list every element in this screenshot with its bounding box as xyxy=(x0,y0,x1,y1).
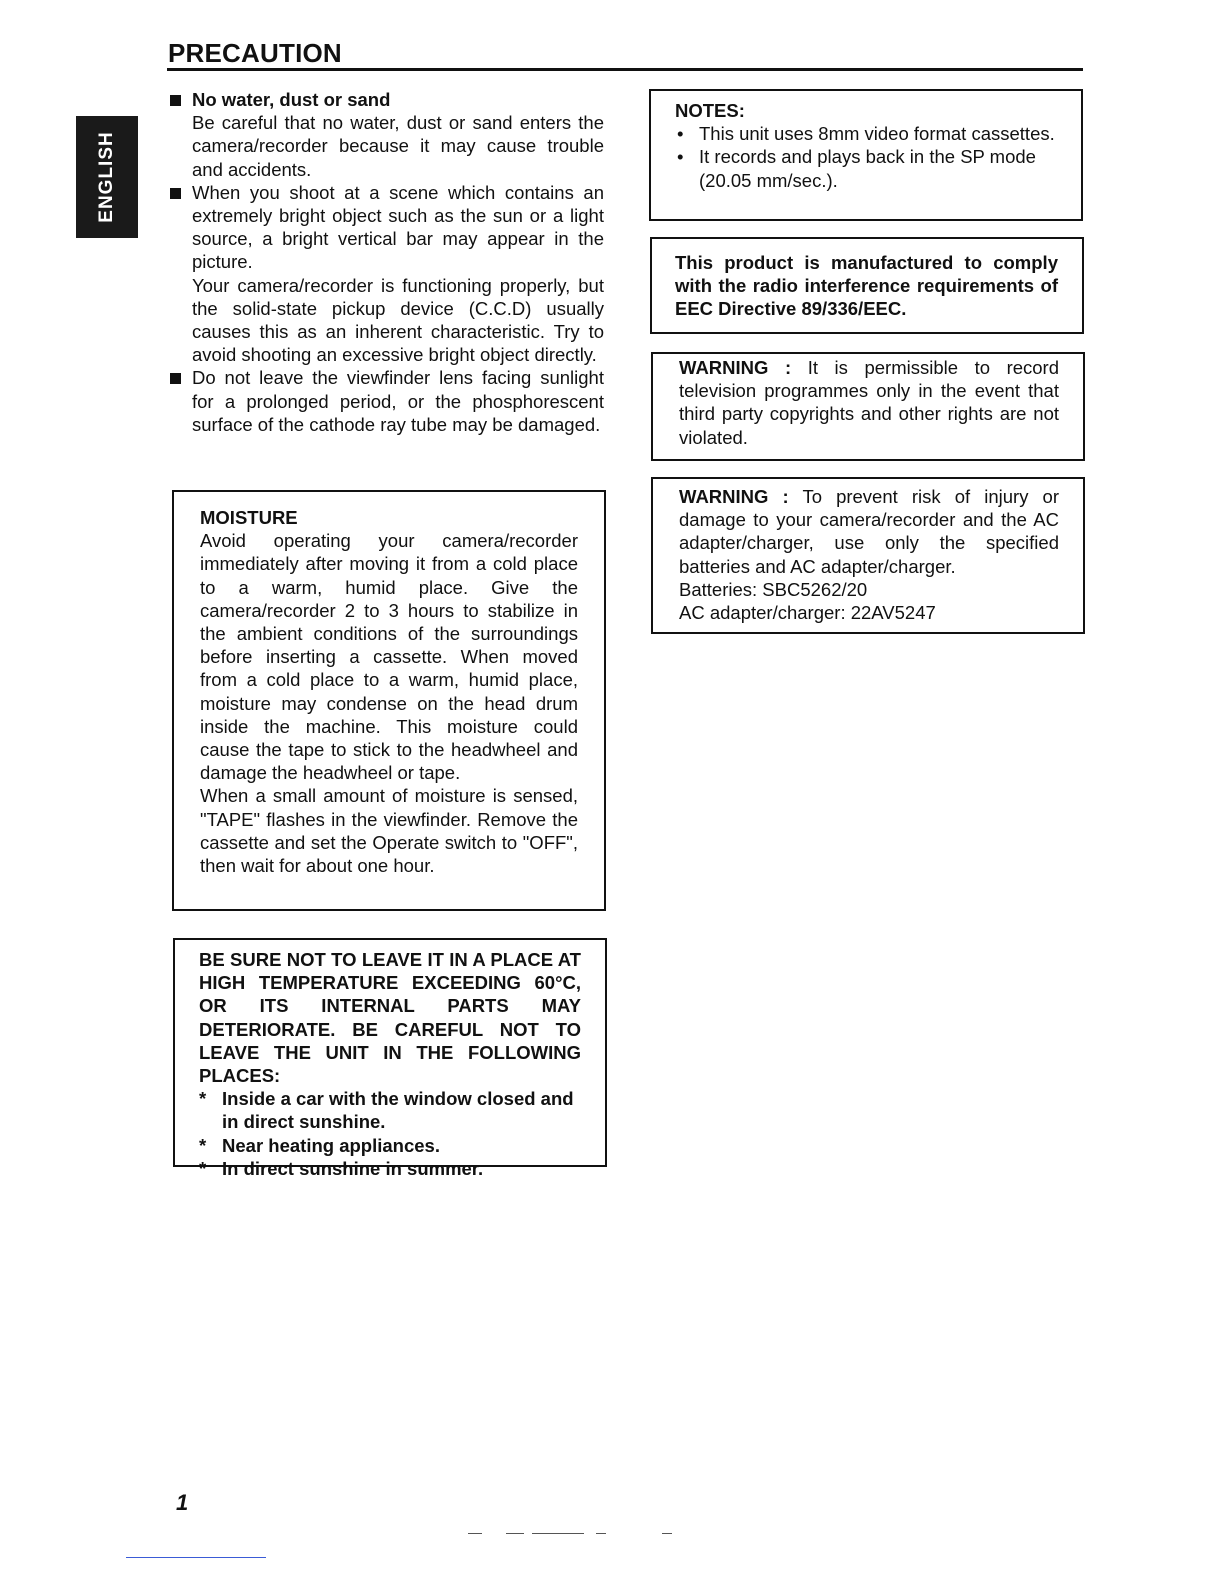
item-paragraph: Do not leave the viewfinder lens facing sunlight for a prolonged period, or the phosphorescent surface of the cathode ray tube may be damaged. xyxy=(192,367,604,435)
moisture-box xyxy=(172,490,606,911)
warning-label: WARNING : xyxy=(679,486,789,507)
adapter-model: AC adapter/charger: 22AV5247 xyxy=(679,602,936,624)
temperature-list-item xyxy=(199,1087,581,1133)
moisture-heading: MOISTURE xyxy=(200,507,298,528)
title-rule xyxy=(167,68,1083,71)
language-tab-label: ENGLISH xyxy=(96,131,117,223)
notes-box xyxy=(649,89,1083,221)
square-bullet-icon xyxy=(170,373,181,384)
page-number: 1 xyxy=(176,1490,189,1515)
precaution-item-bright-object xyxy=(170,181,604,367)
compliance-box xyxy=(650,237,1084,334)
precaution-item-water xyxy=(170,88,604,181)
bottom-rule xyxy=(126,1557,266,1558)
scan-artifact xyxy=(506,1533,524,1534)
warning-paragraph xyxy=(679,485,1059,578)
notes-item xyxy=(675,145,1057,191)
scan-artifact xyxy=(662,1533,672,1534)
compliance-text: This product is manufactured to comply with the radio interference requirements of EEC Directive 89/336/EEC. xyxy=(675,252,1058,320)
moisture-paragraph: When a small amount of moisture is sensed, "TAPE" flashes in the viewfinder. Remove the cassette and set the Operate switch to "OFF", then wait for about one hour. xyxy=(200,785,578,877)
batteries-model: Batteries: SBC5262/20 xyxy=(679,578,868,600)
warning-box-batteries xyxy=(651,477,1085,634)
asterisk-bullet-icon: * xyxy=(199,1157,207,1179)
temperature-warning-box xyxy=(173,938,607,1179)
dot-bullet-icon: • xyxy=(677,123,684,145)
page-title: PRECAUTION xyxy=(168,38,342,68)
scan-artifact xyxy=(532,1533,584,1534)
warning-label: WARNING : xyxy=(679,357,792,378)
item-paragraph: Be careful that no water, dust or sand enters the camera/recorder because it may cause trouble and accidents. xyxy=(192,112,604,180)
precaution-item-viewfinder xyxy=(170,366,604,436)
item-paragraph: Your camera/recorder is functioning properly, but the solid-state pickup device (C.C.D) usually causes this as an inherent characteristic. Try to avoid shooting an excessive bright object directly. xyxy=(192,274,604,366)
asterisk-bullet-icon: * xyxy=(199,1088,207,1110)
notes-heading: NOTES: xyxy=(675,100,745,121)
language-tab xyxy=(76,116,138,238)
temperature-list-item xyxy=(199,1134,581,1157)
temperature-list-text: Inside a car with the window closed and in direct sunshine. xyxy=(222,1088,574,1133)
moisture-paragraph: Avoid operating your camera/recorder immediately after moving it from a cold place to a warm, humid place. Give the camera/recorder 2 to 3 hours to stabilize in the ambient conditions of the surroundings before inserting a cassette. When moved from a cold place to a warm, humid place, moisture may condense on the head drum inside the machine. This moisture could cause the tape to stick to the headwheel and damage the headwheel or tape. xyxy=(200,530,578,784)
dot-bullet-icon: • xyxy=(677,146,684,168)
scan-artifact xyxy=(596,1533,606,1534)
scan-artifact xyxy=(468,1533,482,1534)
notes-item-text: It records and plays back in the SP mode (20.05 mm/sec.). xyxy=(699,146,1036,191)
temperature-intro: BE SURE NOT TO LEAVE IT IN A PLACE AT HIGH TEMPERATURE EXCEEDING 60°C, OR ITS INTERNAL PARTS MAY DETERIORATE. BE CAREFUL NOT TO LEAVE THE UNIT IN THE FOLLOWING PLACES: xyxy=(199,949,581,1087)
warning-text: It is permissible to record television programmes only in the event that third party copyrights and other rights are not violated. xyxy=(679,357,1060,448)
notes-item-text: This unit uses 8mm video format cassettes. xyxy=(699,123,1055,145)
asterisk-bullet-icon: * xyxy=(199,1134,207,1156)
temperature-list-item xyxy=(199,1157,581,1180)
temperature-list-text: Near heating appliances. xyxy=(222,1134,440,1156)
square-bullet-icon xyxy=(170,188,181,199)
item-paragraph: When you shoot at a scene which contains an extremely bright object such as the sun or a light source, a bright vertical bar may appear in the picture. xyxy=(192,181,604,273)
warning-box-copyright xyxy=(651,352,1085,461)
temperature-list-text: In direct sunshine in summer. xyxy=(222,1157,484,1179)
notes-item xyxy=(675,122,1057,145)
item-heading: No water, dust or sand xyxy=(192,89,391,110)
left-column xyxy=(170,88,604,436)
warning-text: To prevent risk of injury or damage to your camera/recorder and the AC adapter/charger, use only the specified batteries and AC adapter/charger. xyxy=(679,486,1059,577)
square-bullet-icon xyxy=(170,95,181,106)
